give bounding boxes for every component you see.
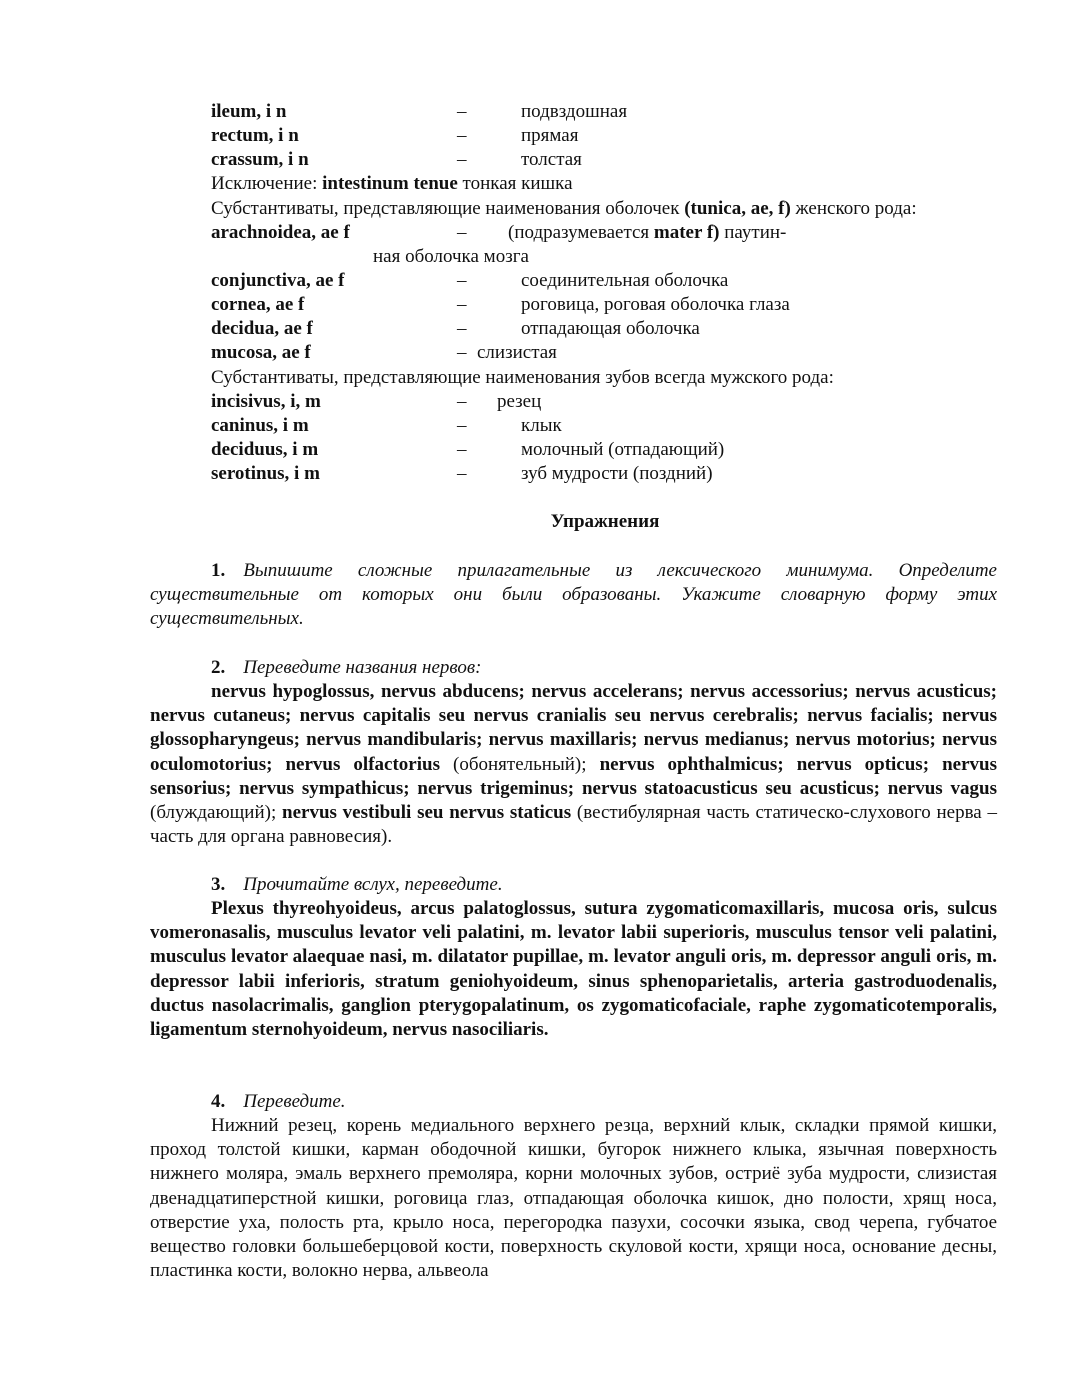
vocab-translation: соединительная оболочка [521,270,729,291]
vocab-translation: резец [497,391,542,412]
exception-prefix: Исключение: [211,173,323,194]
membranes-intro-suffix: женского рода: [790,198,917,219]
vocab-dash: – [457,222,467,243]
exercise-3-header-line [211,873,503,897]
vocab-term: arachnoidea, ae f [211,222,350,243]
vocab-dash: – [457,294,467,315]
vocab-dash: – [457,270,467,291]
vocab-term: incisivus, i, m [211,391,321,412]
vocab-term: mucosa, ae f [211,342,311,363]
vocab-translation: зуб мудрости (поздний) [521,463,713,484]
translation-continuation: ная оболочка мозга [373,246,529,267]
translation-part: паутин- [719,222,787,243]
vocab-term: serotinus, i m [211,463,320,484]
exercise-4-body: Нижний резец, корень медиального верхнего резца, верхний клык, складки прямой кишки, проход толстой кишки, карман ободочной кишки, бугорок нижнего клыка, язычная поверхность нижнего моляра, эмаль верхнего премоляра, корни молочных зубов, остриё зуба мудрости, слизистая двенадцатиперстной кишки, роговица глаз, отпадающая оболочка кишок, дно полости, хрящ носа, отверстие уха, полость рта, крыло носа, перегородка пазухи, сосочки языка, свод черепа, губчатое вещество головки большеберцовой кости, поверхность скуловой кости, хрящи носа, основание десны, пластинка кости, волокно нерва, альвеола [150,1115,997,1282]
translation-term: mater f) [653,222,720,243]
exercise-2-header-line [211,656,481,680]
vocab-dash: – [457,318,467,339]
vocab-dash: – [457,463,467,484]
membranes-intro-text: Субстантиваты, представляющие наименования оболочек [211,198,685,219]
vocab-translation: прямая [521,125,579,146]
teeth-intro: Субстантиваты, представляющие наименования зубов всегда мужского рода: [211,367,834,388]
vocab-term: cornea, ae f [211,294,305,315]
exercise-header: Прочитайте вслух, переведите. [243,874,503,895]
nerve-note: (блуждающий); [150,802,283,824]
nerve-note: (обонятельный); [439,753,600,775]
exercise-3-body: Plexus thyreohyoideus, arcus palatoglossus, sutura zygomaticomaxillaris, mucosa oris, sulcus vomeronasalis, musculus levator veli palatini, m. levator labii superioris, musculus tensor veli palatini, musculus levator alaequae nasi, m. dilatator pupillae, m. levator anguli oris, m. depressor anguli oris, m. depressor labii inferioris, stratum geniohyoideum, sinus sphenoparietalis, arteria gastroduodenalis, ductus nasolacrimalis, ganglion pterygopalatinum, os zygomaticofaciale, raphe zygomaticotemporalis, ligamentum sternohyoideum, nervus nasociliaris. [150,898,997,1041]
exercise-header: Переведите названия нервов: [243,657,482,678]
nerve-note: (вестибулярная часть статическо-слухового нерва – часть для органа равновесия). [150,802,997,848]
nerve-list: nervus vestibuli seu nervus staticus [282,802,572,824]
membranes-intro [211,197,917,221]
exception-suffix: тонкая кишка [457,173,573,194]
exception-line [211,172,573,196]
exercise-1 [150,559,997,632]
exercise-number: 1. [211,560,226,581]
vocab-translation: подвздошная [521,101,628,122]
vocab-dash: – [457,149,467,170]
vocab-dash: – [457,415,467,436]
vocab-translation: молочный (отпадающий) [521,439,725,460]
vocab-term: conjunctiva, ae f [211,270,345,291]
vocab-dash: – [457,391,467,412]
exercise-number: 4. [211,1091,226,1112]
exercise-4-header-line [211,1090,346,1114]
vocab-term: crassum, i n [211,149,309,170]
vocab-dash: – [457,125,467,146]
vocab-term: caninus, i m [211,415,309,436]
vocab-term: ileum, i n [211,101,287,122]
vocab-translation: роговица, роговая оболочка глаза [521,294,790,315]
exercises-title: Упражнения [550,511,660,532]
membranes-intro-term: (tunica, ae, f) [684,198,791,219]
vocab-term: deciduus, i m [211,439,319,460]
vocab-dash: – [457,439,467,460]
vocab-translation: толстая [521,149,582,170]
exercise-number: 2. [211,657,226,678]
exception-term: intestinum tenue [322,173,458,194]
vocab-dash: – [457,342,467,363]
exercise-2-body [150,680,997,849]
exercise-header: Переведите. [243,1091,346,1112]
vocab-translation: клык [521,415,562,436]
exercise-text: Выпишите сложные прилагательные из лексического минимума. Определите существительные от которых они были образованы. Укажите словарную форму этих существительных. [150,560,997,630]
vocab-translation [508,221,786,245]
vocab-term: decidua, ae f [211,318,313,339]
exercise-number: 3. [211,874,226,895]
translation-part: (подразумевается [508,222,654,243]
vocab-term: rectum, i n [211,125,299,146]
nerve-list: nervus ophthalmicus; nervus opticus; nervus sensorius; nervus sympathicus; nervus trigeminus; nervus statoacusticus seu acusticus; nervus vagus [150,753,997,799]
nerve-list: nervus hypoglossus, nervus abducens; nervus accelerans; nervus accessorius; nervus acusticus; nervus cutaneus; nervus capitalis seu nervus cranialis seu nervus cerebralis; nervus facialis; nervus glossopharyngeus; nervus mandibularis; nervus maxillaris; nervus medianus; nervus motorius; nervus oculomotorius; nervus olfactorius [150,681,997,775]
vocab-translation: отпадающая оболочка [521,318,700,339]
vocab-dash: – [457,101,467,122]
vocab-translation: слизистая [477,342,557,363]
